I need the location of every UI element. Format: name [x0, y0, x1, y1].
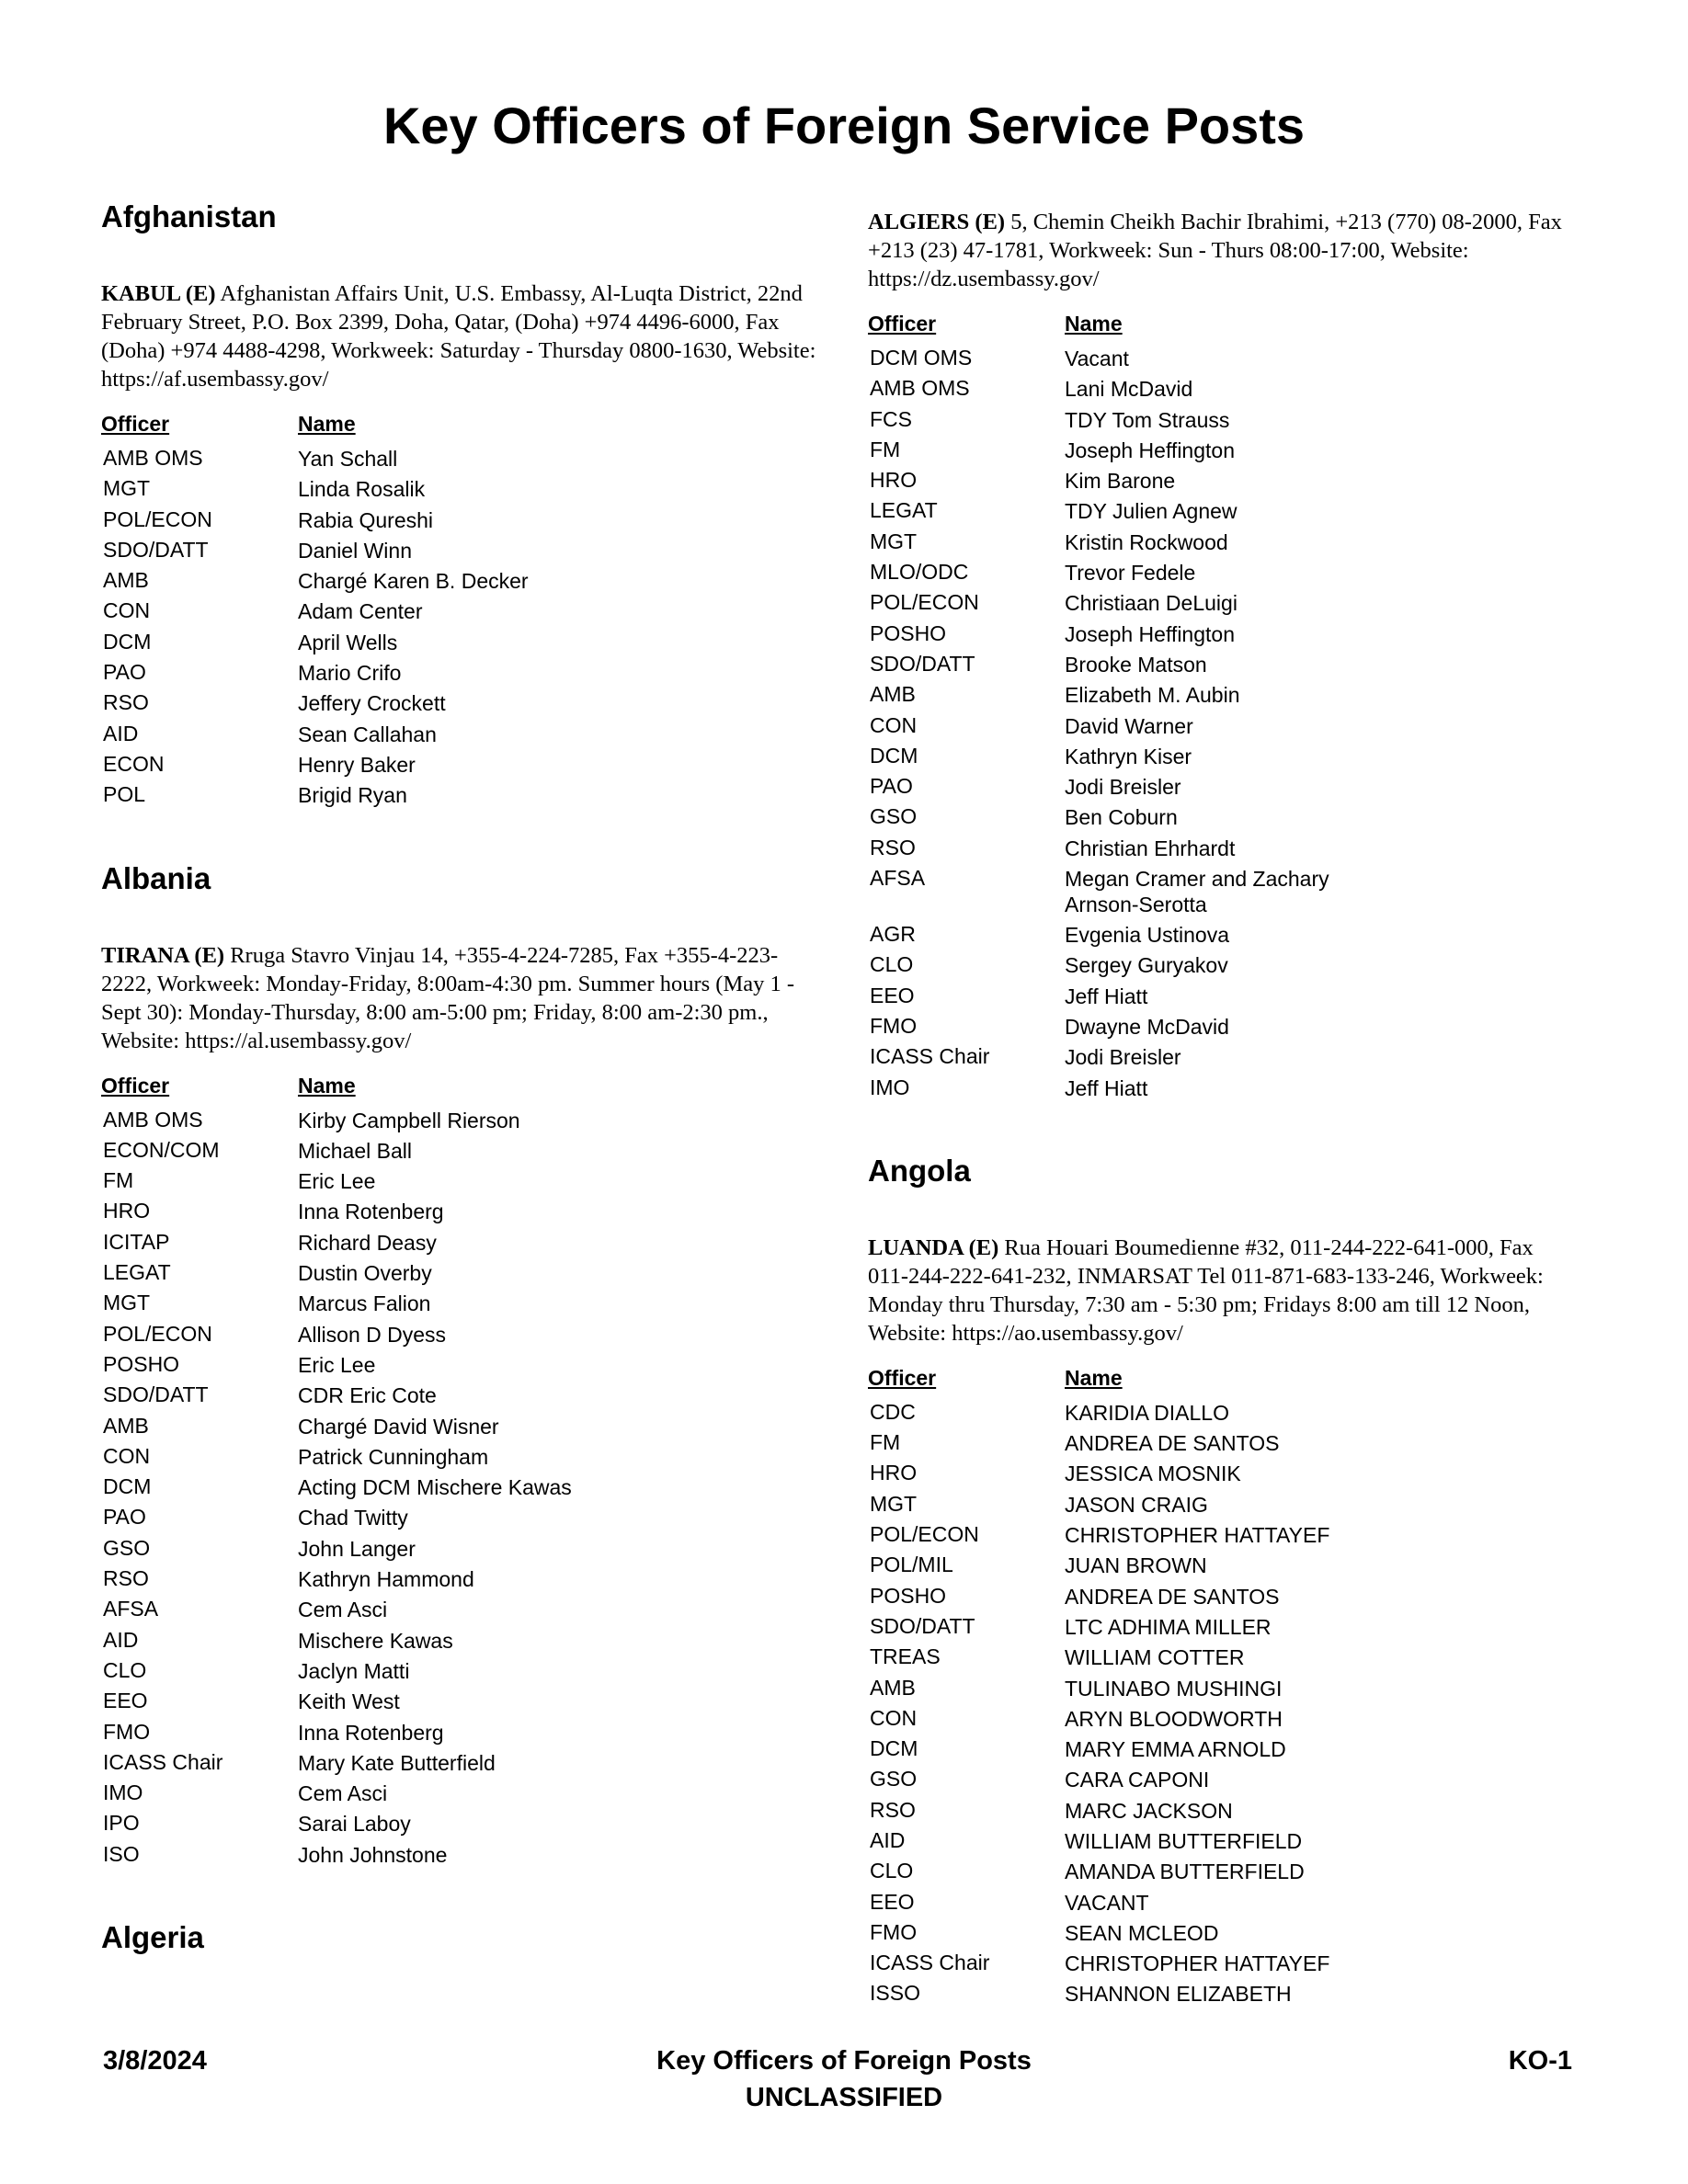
officer-name: Richard Deasy: [298, 1230, 437, 1255]
officer-title: IMO: [870, 1075, 910, 1099]
post-description: [101, 279, 818, 393]
officer-row: [101, 565, 818, 596]
officer-row: [868, 1489, 1567, 1519]
post-name: KABUL (E): [101, 281, 216, 306]
officer-title: CON: [870, 712, 918, 737]
officer-row: [868, 1011, 1567, 1041]
officer-name: CHRISTOPHER HATTAYEF: [1065, 1523, 1330, 1548]
officer-row: [868, 527, 1567, 557]
officer-name: Megan Cramer and Zachary Arnson-Serotta: [1065, 867, 1329, 917]
officer-row: [868, 1703, 1567, 1734]
officer-title: AFSA: [103, 1597, 159, 1621]
officer-name: Elizabeth M. Aubin: [1065, 683, 1240, 708]
officer-name: WILLIAM COTTER: [1065, 1645, 1245, 1670]
officer-name: VACANT: [1065, 1890, 1149, 1915]
officer-row: [101, 1227, 818, 1257]
post-details: Afghanistan Affairs Unit, U.S. Embassy, Al-Luqta District, 22nd February Street, P.O. Box 2399, Doha, Qatar, (Doha) +974 4496-6000, Fax (Doha) +974 4488-4298, Workweek: Saturday - Thursday 0800-1630, Website: https://af.usembassy.gov/: [101, 281, 816, 392]
officer-row: [868, 465, 1567, 495]
officer-title: LEGAT: [870, 498, 938, 523]
officer-row: [868, 802, 1567, 832]
post-details: 5, Chemin Cheikh Bachir Ibrahimi, +213 (770) 08-2000, Fax +213 (23) 47-1781, Workweek: Sun - Thurs 08:00-17:00, Website: https://dz.usembassy.gov/: [868, 210, 1562, 291]
post-section-algiers: [868, 208, 1567, 1103]
officer-name: Mischere Kawas: [298, 1628, 453, 1653]
officer-row: [868, 679, 1567, 710]
officer-name: Linda Rosalik: [298, 477, 426, 502]
officer-title: POSHO: [103, 1351, 180, 1376]
officer-row: [101, 1655, 818, 1686]
officer-title: ISSO: [870, 1981, 920, 2006]
officer-row: [868, 1673, 1567, 1703]
officer-row: [868, 1887, 1567, 1917]
officer-row: [101, 1411, 818, 1441]
officer-row: [101, 627, 818, 657]
officer-row: [868, 343, 1567, 373]
officer-row: [101, 1105, 818, 1135]
officer-name: Daniel Winn: [298, 538, 412, 563]
officer-title: RSO: [103, 1566, 149, 1591]
officer-row: [868, 863, 1567, 919]
officer-title: POL/ECON: [870, 1522, 979, 1547]
officer-row: [101, 657, 818, 688]
officer-title: DCM: [103, 629, 152, 654]
officer-row: [868, 771, 1567, 802]
officer-name: Kristin Rockwood: [1065, 529, 1228, 554]
officer-row: [868, 557, 1567, 587]
officer-row: [101, 1533, 818, 1564]
officer-name: Joseph Heffington: [1065, 621, 1235, 646]
name-column-header: Name: [298, 1073, 356, 1098]
officer-row: [868, 1642, 1567, 1672]
footer-title: Key Officers of Foreign Posts: [656, 2046, 1032, 2076]
officer-title: PAO: [870, 774, 913, 799]
country-section-angola: [868, 1151, 1567, 2009]
officer-name: JUAN BROWN: [1065, 1553, 1207, 1578]
officer-row: [868, 1519, 1567, 1550]
officer-row: [101, 688, 818, 718]
officer-name: Allison D Dyess: [298, 1322, 447, 1347]
officer-title: TREAS: [870, 1644, 941, 1669]
country-section-algeria: [101, 1917, 818, 1958]
officer-title: PAO: [103, 1505, 146, 1530]
officer-title: AMB OMS: [870, 376, 970, 401]
officer-table-header: [868, 310, 1567, 337]
officer-table-header: [101, 410, 818, 438]
officer-name: CARA CAPONI: [1065, 1768, 1210, 1792]
officer-row: [101, 1319, 818, 1349]
footer-center: [0, 2042, 1688, 2116]
officer-row: [101, 1441, 818, 1472]
officer-row: [868, 741, 1567, 771]
officer-title: AGR: [870, 922, 916, 947]
footer-page-number: KO-1: [1508, 2046, 1572, 2076]
officer-title: ECON/COM: [103, 1137, 220, 1162]
officer-row: [101, 1257, 818, 1288]
country-section-afghanistan: [101, 197, 818, 811]
officer-name: Henry Baker: [298, 752, 416, 777]
officer-title: RSO: [103, 690, 149, 715]
officer-title: GSO: [870, 804, 918, 829]
officer-name: JASON CRAIG: [1065, 1492, 1208, 1517]
officer-title: AMB: [103, 1413, 149, 1438]
officer-row: [868, 833, 1567, 863]
officer-title: HRO: [870, 468, 918, 493]
officer-name: Jeffery Crockett: [298, 691, 446, 716]
officer-column-header: Officer: [101, 412, 170, 436]
officer-title: ICITAP: [103, 1229, 170, 1254]
officer-row: [101, 1594, 818, 1624]
officer-title: MGT: [870, 529, 918, 553]
officer-name: Joseph Heffington: [1065, 438, 1235, 462]
officer-row: [868, 435, 1567, 465]
name-column-header: Name: [1065, 312, 1123, 336]
officer-name: Kathryn Hammond: [298, 1567, 474, 1592]
officer-row: [101, 1839, 818, 1870]
officer-row: [101, 473, 818, 504]
officer-title: PAO: [103, 660, 146, 685]
officer-title: FM: [103, 1168, 134, 1193]
officer-title: HRO: [103, 1199, 151, 1223]
officer-row: [868, 587, 1567, 618]
officer-name: MARY EMMA ARNOLD: [1065, 1737, 1286, 1762]
officer-name: Cem Asci: [298, 1598, 388, 1622]
officer-title: ECON: [103, 751, 165, 776]
officer-row: [868, 950, 1567, 980]
officer-title: POSHO: [870, 1583, 947, 1608]
officer-name: Yan Schall: [298, 447, 398, 471]
officer-row: [868, 1734, 1567, 1764]
officer-name: AMANDA BUTTERFIELD: [1065, 1860, 1305, 1884]
officer-title: GSO: [103, 1535, 151, 1560]
officer-title: CDC: [870, 1399, 916, 1424]
country-heading: Angola: [868, 1153, 971, 1188]
officer-name: Cem Asci: [298, 1781, 388, 1806]
officer-row: [101, 1502, 818, 1532]
officer-row: [868, 1428, 1567, 1458]
officer-row: [868, 1397, 1567, 1428]
officer-name: Chad Twitty: [298, 1506, 408, 1530]
officer-title: SDO/DATT: [870, 1613, 975, 1638]
officer-table-header: [868, 1364, 1567, 1392]
officer-title: POSHO: [870, 620, 947, 645]
officer-name: LTC ADHIMA MILLER: [1065, 1614, 1272, 1639]
officer-row: [868, 1917, 1567, 1948]
officer-title: AID: [870, 1827, 906, 1852]
officer-name: KARIDIA DIALLO: [1065, 1400, 1229, 1425]
officer-name: Kim Barone: [1065, 469, 1176, 494]
officer-row: [101, 1625, 818, 1655]
officer-name: Acting DCM Mischere Kawas: [298, 1475, 572, 1500]
officer-title: AMB OMS: [103, 1107, 203, 1132]
officer-row: [868, 1611, 1567, 1642]
officer-row: [868, 1458, 1567, 1488]
officer-title: MGT: [103, 476, 151, 501]
officer-row: [868, 919, 1567, 950]
officer-title: HRO: [870, 1461, 918, 1485]
officer-column-header: Officer: [868, 312, 937, 336]
post-description: [868, 208, 1567, 293]
officer-title: IPO: [103, 1811, 140, 1836]
officer-row: [868, 1856, 1567, 1886]
officer-name: Jaclyn Matti: [298, 1658, 410, 1683]
officer-name: Vacant: [1065, 347, 1129, 370]
country-section-albania: [101, 859, 818, 1870]
officer-row: [101, 443, 818, 473]
page-title: Key Officers of Foreign Service Posts: [382, 97, 1306, 154]
officer-name: Eric Lee: [298, 1352, 376, 1377]
officer-name: Kirby Campbell Rierson: [298, 1108, 520, 1132]
officer-name: JESSICA MOSNIK: [1065, 1462, 1241, 1486]
officer-row: [868, 1795, 1567, 1826]
officer-title: AMB: [870, 682, 916, 707]
name-column-header: Name: [298, 412, 356, 436]
officer-name: TDY Tom Strauss: [1065, 407, 1230, 432]
officer-name: Dwayne McDavid: [1065, 1014, 1229, 1039]
officer-list: [101, 1105, 818, 1870]
officer-title: FMO: [870, 1013, 918, 1038]
post-description: [101, 941, 818, 1055]
officer-name: TULINABO MUSHINGI: [1065, 1676, 1283, 1701]
officer-row: [101, 1166, 818, 1196]
officer-row: [101, 1778, 818, 1808]
officer-row: [101, 1380, 818, 1410]
officer-name: Eric Lee: [298, 1169, 376, 1194]
officer-name: CHRISTOPHER HATTAYEF: [1065, 1951, 1330, 1976]
officer-column-header: Officer: [868, 1365, 937, 1390]
left-column: [101, 197, 818, 1958]
officer-row: [101, 779, 818, 810]
officer-name: John Langer: [298, 1536, 416, 1561]
officer-name: David Warner: [1065, 713, 1193, 738]
officer-title: FM: [870, 437, 901, 461]
officer-title: ICASS Chair: [103, 1749, 223, 1774]
officer-title: RSO: [870, 1797, 916, 1822]
officer-row: [101, 1135, 818, 1166]
officer-row: [868, 981, 1567, 1011]
officer-name: Jodi Breisler: [1065, 775, 1181, 800]
officer-title: CLO: [870, 1859, 914, 1883]
officer-row: [868, 1826, 1567, 1856]
officer-name: Jodi Breisler: [1065, 1045, 1181, 1070]
officer-title: FM: [870, 1430, 901, 1455]
officer-name: Dustin Overby: [298, 1261, 432, 1286]
officer-row: [101, 1808, 818, 1838]
officer-title: GSO: [870, 1767, 918, 1792]
country-heading: Albania: [101, 860, 211, 895]
officer-name: Jeff Hiatt: [1065, 1075, 1148, 1100]
officer-title: RSO: [870, 835, 916, 859]
officer-title: DCM: [870, 1736, 918, 1761]
officer-name: Kathryn Kiser: [1065, 744, 1192, 768]
officer-title: POL/ECON: [103, 506, 212, 531]
officer-title: ICASS Chair: [870, 1044, 990, 1069]
country-heading: Algeria: [101, 1919, 204, 1954]
officer-title: FCS: [870, 406, 912, 431]
officer-title: LEGAT: [103, 1260, 171, 1285]
officer-name: Marcus Falion: [298, 1291, 431, 1316]
officer-name: Rabia Qureshi: [298, 507, 434, 532]
officer-name: WILLIAM BUTTERFIELD: [1065, 1828, 1303, 1853]
officer-row: [868, 711, 1567, 741]
officer-row: [101, 1472, 818, 1502]
officer-row: [868, 619, 1567, 649]
officer-name: Mary Kate Butterfield: [298, 1750, 496, 1775]
officer-name: Inna Rotenberg: [298, 1200, 444, 1224]
post-name: TIRANA (E): [101, 942, 225, 968]
officer-row: [101, 1747, 818, 1778]
officer-name: Christian Ehrhardt: [1065, 836, 1236, 860]
officer-title: POL: [103, 782, 146, 807]
officer-list: [101, 443, 818, 811]
officer-row: [868, 1581, 1567, 1611]
officer-title: ISO: [103, 1841, 140, 1866]
officer-title: FMO: [103, 1719, 151, 1744]
post-name: ALGIERS (E): [868, 210, 1006, 234]
officer-row: [101, 719, 818, 749]
officer-name: John Johnstone: [298, 1842, 448, 1867]
officer-name: MARC JACKSON: [1065, 1798, 1233, 1823]
officer-row: [868, 404, 1567, 435]
footer-date: 3/8/2024: [103, 2046, 207, 2076]
officer-name: Trevor Fedele: [1065, 561, 1196, 586]
officer-title: AID: [103, 721, 139, 745]
officer-title: MGT: [870, 1491, 918, 1516]
officer-row: [101, 1349, 818, 1380]
officer-column-header: Officer: [101, 1073, 170, 1098]
officer-name: SEAN MCLEOD: [1065, 1920, 1219, 1945]
officer-name: Patrick Cunningham: [298, 1444, 489, 1469]
officer-title: POL/ECON: [103, 1321, 212, 1346]
officer-title: EEO: [870, 1889, 915, 1914]
post-details: Rua Houari Boumedienne #32, 011-244-222-641-000, Fax 011-244-222-641-232, INMARSAT Tel 011-871-683-133-246, Workweek: Monday thru Thursday, 7:30 am - 5:30 pm; Fridays 8:00 am till 12 Noon, Website: https://ao.usembassy.gov/: [868, 1234, 1544, 1346]
officer-name: Chargé Karen B. Decker: [298, 569, 529, 594]
footer-classification: UNCLASSIFIED: [745, 2083, 943, 2112]
officer-name: ANDREA DE SANTOS: [1065, 1584, 1280, 1609]
officer-row: [101, 596, 818, 626]
officer-row: [868, 1041, 1567, 1072]
officer-row: [868, 373, 1567, 404]
officer-title: AFSA: [870, 866, 926, 891]
officer-title: CON: [103, 598, 151, 623]
officer-title: DCM: [870, 743, 918, 768]
officer-row: [868, 495, 1567, 526]
officer-row: [101, 1196, 818, 1226]
officer-title: CON: [870, 1705, 918, 1730]
officer-title: AMB OMS: [103, 446, 203, 470]
officer-title: DCM OMS: [870, 346, 973, 370]
officer-row: [101, 1717, 818, 1747]
officer-table-header: [101, 1072, 818, 1099]
officer-name: Brooke Matson: [1065, 652, 1207, 677]
officer-row: [101, 1686, 818, 1716]
officer-name: TDY Julien Agnew: [1065, 499, 1237, 524]
officer-title: MLO/ODC: [870, 560, 969, 585]
officer-name: Christiaan DeLuigi: [1065, 591, 1237, 616]
officer-name: Sergey Guryakov: [1065, 953, 1228, 978]
officer-list: [868, 1397, 1567, 2009]
officer-title: CLO: [103, 1657, 147, 1682]
officer-title: AMB: [870, 1675, 916, 1700]
officer-title: DCM: [103, 1474, 152, 1499]
officer-title: EEO: [103, 1689, 148, 1713]
officer-name: Adam Center: [298, 599, 423, 624]
officer-title: AMB: [103, 568, 149, 593]
officer-name: Ben Coburn: [1065, 805, 1178, 830]
officer-title: FMO: [870, 1919, 918, 1944]
officer-title: MGT: [103, 1291, 151, 1315]
officer-name: Chargé David Wisner: [298, 1414, 499, 1439]
officer-row: [868, 1550, 1567, 1580]
right-column: [868, 208, 1567, 2009]
officer-title: SDO/DATT: [103, 537, 209, 562]
officer-row: [868, 1948, 1567, 1978]
name-column-header: Name: [1065, 1365, 1123, 1390]
post-description: [868, 1234, 1567, 1348]
officer-name: ANDREA DE SANTOS: [1065, 1431, 1280, 1456]
officer-title: ICASS Chair: [870, 1951, 990, 1975]
officer-row: [868, 1073, 1567, 1103]
officer-name: Inna Rotenberg: [298, 1720, 444, 1745]
officer-name: ARYN BLOODWORTH: [1065, 1706, 1283, 1731]
post-name: LUANDA (E): [868, 1234, 999, 1260]
country-heading: Afghanistan: [101, 199, 277, 233]
officer-row: [101, 1564, 818, 1594]
officer-name: Lani McDavid: [1065, 377, 1193, 402]
officer-row: [101, 1288, 818, 1318]
officer-title: EEO: [870, 983, 915, 1007]
officer-name: Michael Ball: [298, 1138, 412, 1163]
officer-title: POL/ECON: [870, 590, 979, 615]
officer-title: CLO: [870, 952, 914, 977]
officer-title: AID: [103, 1627, 139, 1652]
officer-name: Jeff Hiatt: [1065, 984, 1148, 1008]
officer-title: POL/MIL: [870, 1553, 953, 1577]
officer-row: [101, 749, 818, 779]
officer-title: SDO/DATT: [103, 1382, 209, 1407]
post-details: Rruga Stavro Vinjau 14, +355-4-224-7285, Fax +355-4-223-2222, Workweek: Monday-Friday, 8:00am-4:30 pm. Summer hours (May 1 - Sept 30): Monday-Thursday, 8:00 am-5:00 pm; Friday, 8:00 am-2:30 pm., Website: https://al.usembassy.gov/: [101, 942, 795, 1053]
officer-row: [868, 649, 1567, 679]
officer-row: [101, 505, 818, 535]
officer-row: [868, 1978, 1567, 2008]
officer-name: SHANNON ELIZABETH: [1065, 1982, 1292, 2007]
officer-row: [101, 535, 818, 565]
officer-row: [868, 1764, 1567, 1794]
officer-name: Sean Callahan: [298, 722, 437, 746]
officer-name: Evgenia Ustinova: [1065, 923, 1229, 948]
officer-name: CDR Eric Cote: [298, 1383, 437, 1408]
officer-list: [868, 343, 1567, 1103]
officer-name: Keith West: [298, 1689, 400, 1714]
officer-title: CON: [103, 1443, 151, 1468]
officer-title: SDO/DATT: [870, 651, 975, 676]
officer-name: April Wells: [298, 630, 398, 654]
officer-title: IMO: [103, 1780, 143, 1805]
officer-name: Mario Crifo: [298, 661, 402, 686]
officer-name: Brigid Ryan: [298, 783, 407, 808]
officer-name: Sarai Laboy: [298, 1812, 411, 1837]
